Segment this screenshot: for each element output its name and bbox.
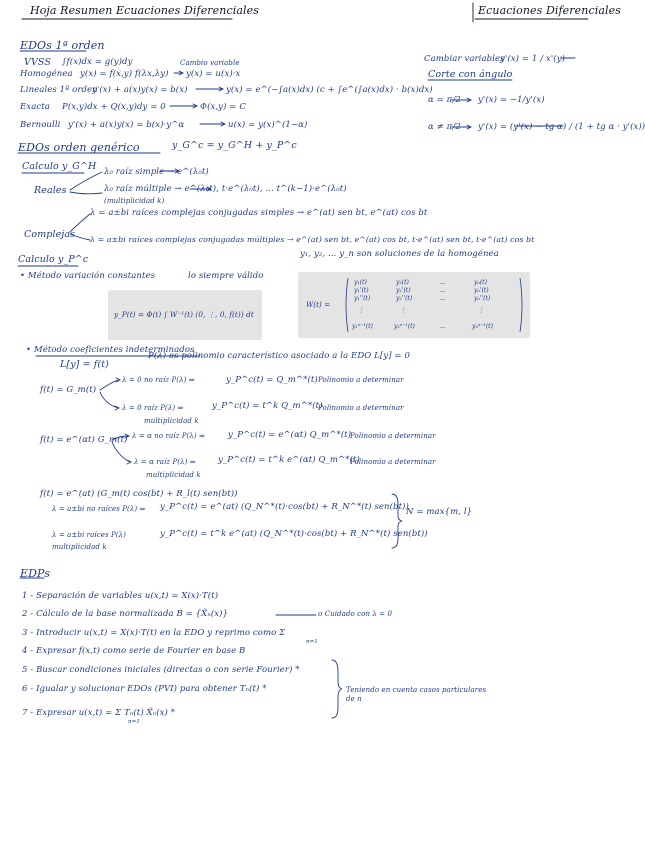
case1b-multiplicity: multiplicidad k bbox=[144, 417, 199, 425]
edp-step-7: 7 - Expresar u(x,t) = Σ Tₙ(t) X̃ₙ(x) * bbox=[22, 708, 176, 718]
section-edo-generico-heading: EDOs orden genérico bbox=[18, 141, 140, 154]
vvss-label: VVSS bbox=[24, 57, 51, 68]
exacta-solution: Φ(x,y) = C bbox=[200, 102, 246, 112]
section-edo1-heading: EDOs 1ª orden bbox=[20, 39, 105, 52]
cambio-equation: y'(x) = 1 / x'(y) bbox=[500, 54, 566, 64]
coef-indeterminados-heading: • Método coeficientes indeterminados bbox=[26, 345, 195, 355]
bernoulli-label: Bernoulli bbox=[20, 120, 61, 130]
homogeneous-solutions-note: y₁, y₂, ... y_n son soluciones de la homogénea bbox=[300, 249, 499, 259]
edp-step-7-sum-index: n=1 bbox=[128, 719, 140, 725]
edp-step-3-sum-index: n=1 bbox=[306, 639, 318, 645]
case2a-note: Polinomio a determinar bbox=[350, 432, 436, 440]
reales-label: Reales bbox=[34, 185, 67, 196]
vvss-equation: ∫f(x)dx = g(y)dy bbox=[62, 57, 133, 67]
operator-equation: L[y] = f(t) bbox=[60, 359, 109, 370]
homogenea-label: Homogénea bbox=[20, 69, 73, 79]
case3-n-definition: N = max{m, l} bbox=[406, 507, 473, 517]
svg-text:y₁''(t): y₁''(t) bbox=[354, 295, 371, 302]
lineal-solution: y(x) = e^(−∫a(x)dx) (c + ∫e^(∫a(x)dx) · b(x)dx) bbox=[226, 85, 433, 95]
cambio-label: Cambiar variables bbox=[424, 54, 505, 64]
svg-text:⋮: ⋮ bbox=[358, 307, 364, 314]
case1-forcing: f(t) = G_m(t) bbox=[40, 385, 97, 395]
case2b-multiplicity: multiplicidad k bbox=[146, 471, 201, 479]
variacion-constantes-heading: • Método variación constantes bbox=[20, 271, 156, 281]
homogenea-equation: y(x) = f(x,y) f(λx,λy) bbox=[80, 69, 169, 79]
corte1-condition: α = π/2 bbox=[428, 95, 461, 105]
wronskian-label: W(t) = bbox=[306, 301, 331, 309]
case1a-solution: y_P^c(t) = Q_m^*(t) bbox=[226, 375, 318, 385]
bernoulli-equation: y'(x) + a(x)y(x) = b(x)·y^α bbox=[68, 120, 185, 130]
corte2-condition: α ≠ π/2 bbox=[428, 122, 461, 132]
case2a-solution: y_P^c(t) = e^(αt) Q_m^*(t) bbox=[228, 430, 352, 440]
edp-step-2-note: o Cuidado con λ = 0 bbox=[318, 610, 393, 618]
case3b-multiplicity: multiplicidad k bbox=[52, 543, 107, 551]
particular-cases-note: Teniendo en cuenta casos particulares de n bbox=[346, 686, 487, 704]
svg-text:y₂'(t): y₂'(t) bbox=[396, 287, 411, 294]
corte1-equation: y'(x) = −1/y'(x) bbox=[478, 95, 545, 105]
real-simple-root: λ₀ raíz simple → e^(λ₀t) bbox=[104, 167, 209, 177]
lineal-equation: y'(x) + a(x)y(x) = b(x) bbox=[92, 85, 188, 95]
case3b-solution: y_P^c(t) = t^k e^(at) (Q_N^*(t)·cos(bt) + R_N^*(t) sen(bt)) bbox=[160, 529, 428, 539]
svg-text:y₁(t): y₁(t) bbox=[354, 279, 367, 286]
exacta-equation: P(x,y)dx + Q(x,y)dy = 0 bbox=[62, 102, 166, 112]
characteristic-polynomial-note: P(λ) es polinomio característico asociado a la EDO L[y] = 0 bbox=[148, 351, 410, 361]
bernoulli-solution: u(x) = y(x)^(1−α) bbox=[228, 120, 308, 130]
homogenea-note: Cambio variable bbox=[180, 59, 240, 67]
edp-step-3: 3 - Introducir u(x,t) = X(x)·T(t) en la EDO y reprimo como Σ bbox=[22, 628, 286, 638]
case1a-condition: λ = 0 no raíz P(λ) ⇒ bbox=[122, 376, 195, 384]
edp-step-2: 2 - Cálculo de la base normalizada B = {X̃ₙ(x)} bbox=[22, 609, 229, 619]
real-multiple-root: λ₀ raíz múltiple → e^(λ₀t), t·e^(λ₀t), ... t^(k−1)·e^(λ₀t) bbox=[104, 184, 347, 194]
case1a-note: Polinomio a determinar bbox=[318, 376, 404, 384]
case2b-note: Polinomio a determinar bbox=[350, 458, 436, 466]
svg-text:...: ... bbox=[440, 323, 446, 330]
case3a-solution: y_P^c(t) = e^(at) (Q_N^*(t)·cos(bt) + R_N^*(t) sen(bt)) bbox=[160, 502, 409, 512]
homogenea-substitution: y(x) = u(x)·x bbox=[186, 69, 241, 79]
case2a-condition: λ = α no raíz P(λ) ⇒ bbox=[132, 432, 206, 440]
edp-step-4: 4 - Expresar f(x,t) como serie de Fourier en base B bbox=[22, 646, 246, 656]
complex-simple-roots: λ = a±bi raíces complejas conjugadas simples → e^(at) sen bt, e^(at) cos bt bbox=[90, 208, 428, 218]
svg-text:y₂(t): y₂(t) bbox=[396, 279, 409, 286]
wronskian-matrix bbox=[344, 276, 524, 334]
case1b-solution: y_P^c(t) = t^k Q_m^*(t) bbox=[212, 401, 323, 411]
siempre-valido-note: lo siempre válido bbox=[188, 271, 264, 281]
svg-text:yₙ(t): yₙ(t) bbox=[474, 279, 487, 286]
svg-text:⋮: ⋮ bbox=[400, 307, 406, 314]
svg-text:y₂ⁿ⁻¹(t): y₂ⁿ⁻¹(t) bbox=[394, 323, 415, 330]
case3b-condition: λ = a±bi raíces P(λ) bbox=[52, 531, 126, 539]
complejas-label: Complejas bbox=[24, 229, 76, 240]
variation-formula: y_P(t) = Φ(t) ∫ W⁻¹(t) (0, ⋮, 0, f(t)) dt bbox=[114, 310, 254, 319]
calculo-yp-heading: Calculo y_P^c bbox=[18, 254, 89, 265]
corte2-equation: y'(x) = (y'(x) − tg α) / (1 + tg α · y'(x)) bbox=[478, 122, 645, 132]
svg-text:⋮: ⋮ bbox=[478, 307, 484, 314]
header-right-title: Ecuaciones Diferenciales bbox=[478, 4, 621, 17]
header-title: Hoja Resumen Ecuaciones Diferenciales bbox=[30, 4, 259, 17]
edp-step-6: 6 - Igualar y solucionar EDOs (PVI) para obtener Tₙ(t) * bbox=[22, 684, 267, 694]
calculo-yh-heading: Calculo y_G^H bbox=[22, 161, 97, 172]
case2b-condition: λ = α raíz P(λ) ⇒ bbox=[134, 458, 196, 466]
corte-heading: Corte con ángulo bbox=[428, 69, 513, 80]
svg-text:...: ... bbox=[440, 279, 446, 286]
svg-text:y₂''(t): y₂''(t) bbox=[396, 295, 413, 302]
svg-text:yₙ''(t): yₙ''(t) bbox=[474, 295, 491, 302]
svg-text:...: ... bbox=[440, 295, 446, 302]
edp-step-5: 5 - Buscar condiciones iniciales (directas o con serie Fourier) * bbox=[22, 665, 300, 675]
case3-forcing: f(t) = e^(at) (G_m(t) cos(bt) + R_l(t) sen(bt)) bbox=[40, 489, 238, 499]
case3a-condition: λ = a±bi no raíces P(λ) ⇒ bbox=[52, 505, 146, 513]
svg-text:...: ... bbox=[440, 287, 446, 294]
svg-text:y₁'(t): y₁'(t) bbox=[354, 287, 369, 294]
complex-multiple-roots: λ = a±bi raíces complejas conjugadas múltiples → e^(at) sen bt, e^(at) cos bt, t·e^(at) sen bt, t·e^(at) cos bt bbox=[90, 235, 535, 244]
case1b-note: Polinomio a determinar bbox=[318, 404, 404, 412]
svg-text:y₁ⁿ⁻¹(t): y₁ⁿ⁻¹(t) bbox=[352, 323, 373, 330]
edp-step-1: 1 - Separación de variables u(x,t) = X(x)·T(t) bbox=[22, 591, 219, 601]
general-solution: y_G^c = y_G^H + y_P^c bbox=[172, 140, 297, 151]
svg-text:yₙⁿ⁻¹(t): yₙⁿ⁻¹(t) bbox=[472, 323, 493, 330]
case2b-solution: y_P^c(t) = t^k e^(αt) Q_m^*(t) bbox=[218, 455, 360, 465]
section-edps-heading: EDPs bbox=[20, 567, 51, 580]
svg-text:yₙ'(t): yₙ'(t) bbox=[474, 287, 489, 294]
lineal-label: Lineales 1ª orden bbox=[20, 85, 98, 95]
real-multiplicity-note: (multiplicidad k) bbox=[104, 197, 165, 205]
case2-forcing: f(t) = e^(αt) G_m(t) bbox=[40, 435, 128, 445]
case1b-condition: λ = 0 raíz P(λ) ⇒ bbox=[122, 404, 184, 412]
exacta-label: Exacta bbox=[20, 102, 50, 112]
